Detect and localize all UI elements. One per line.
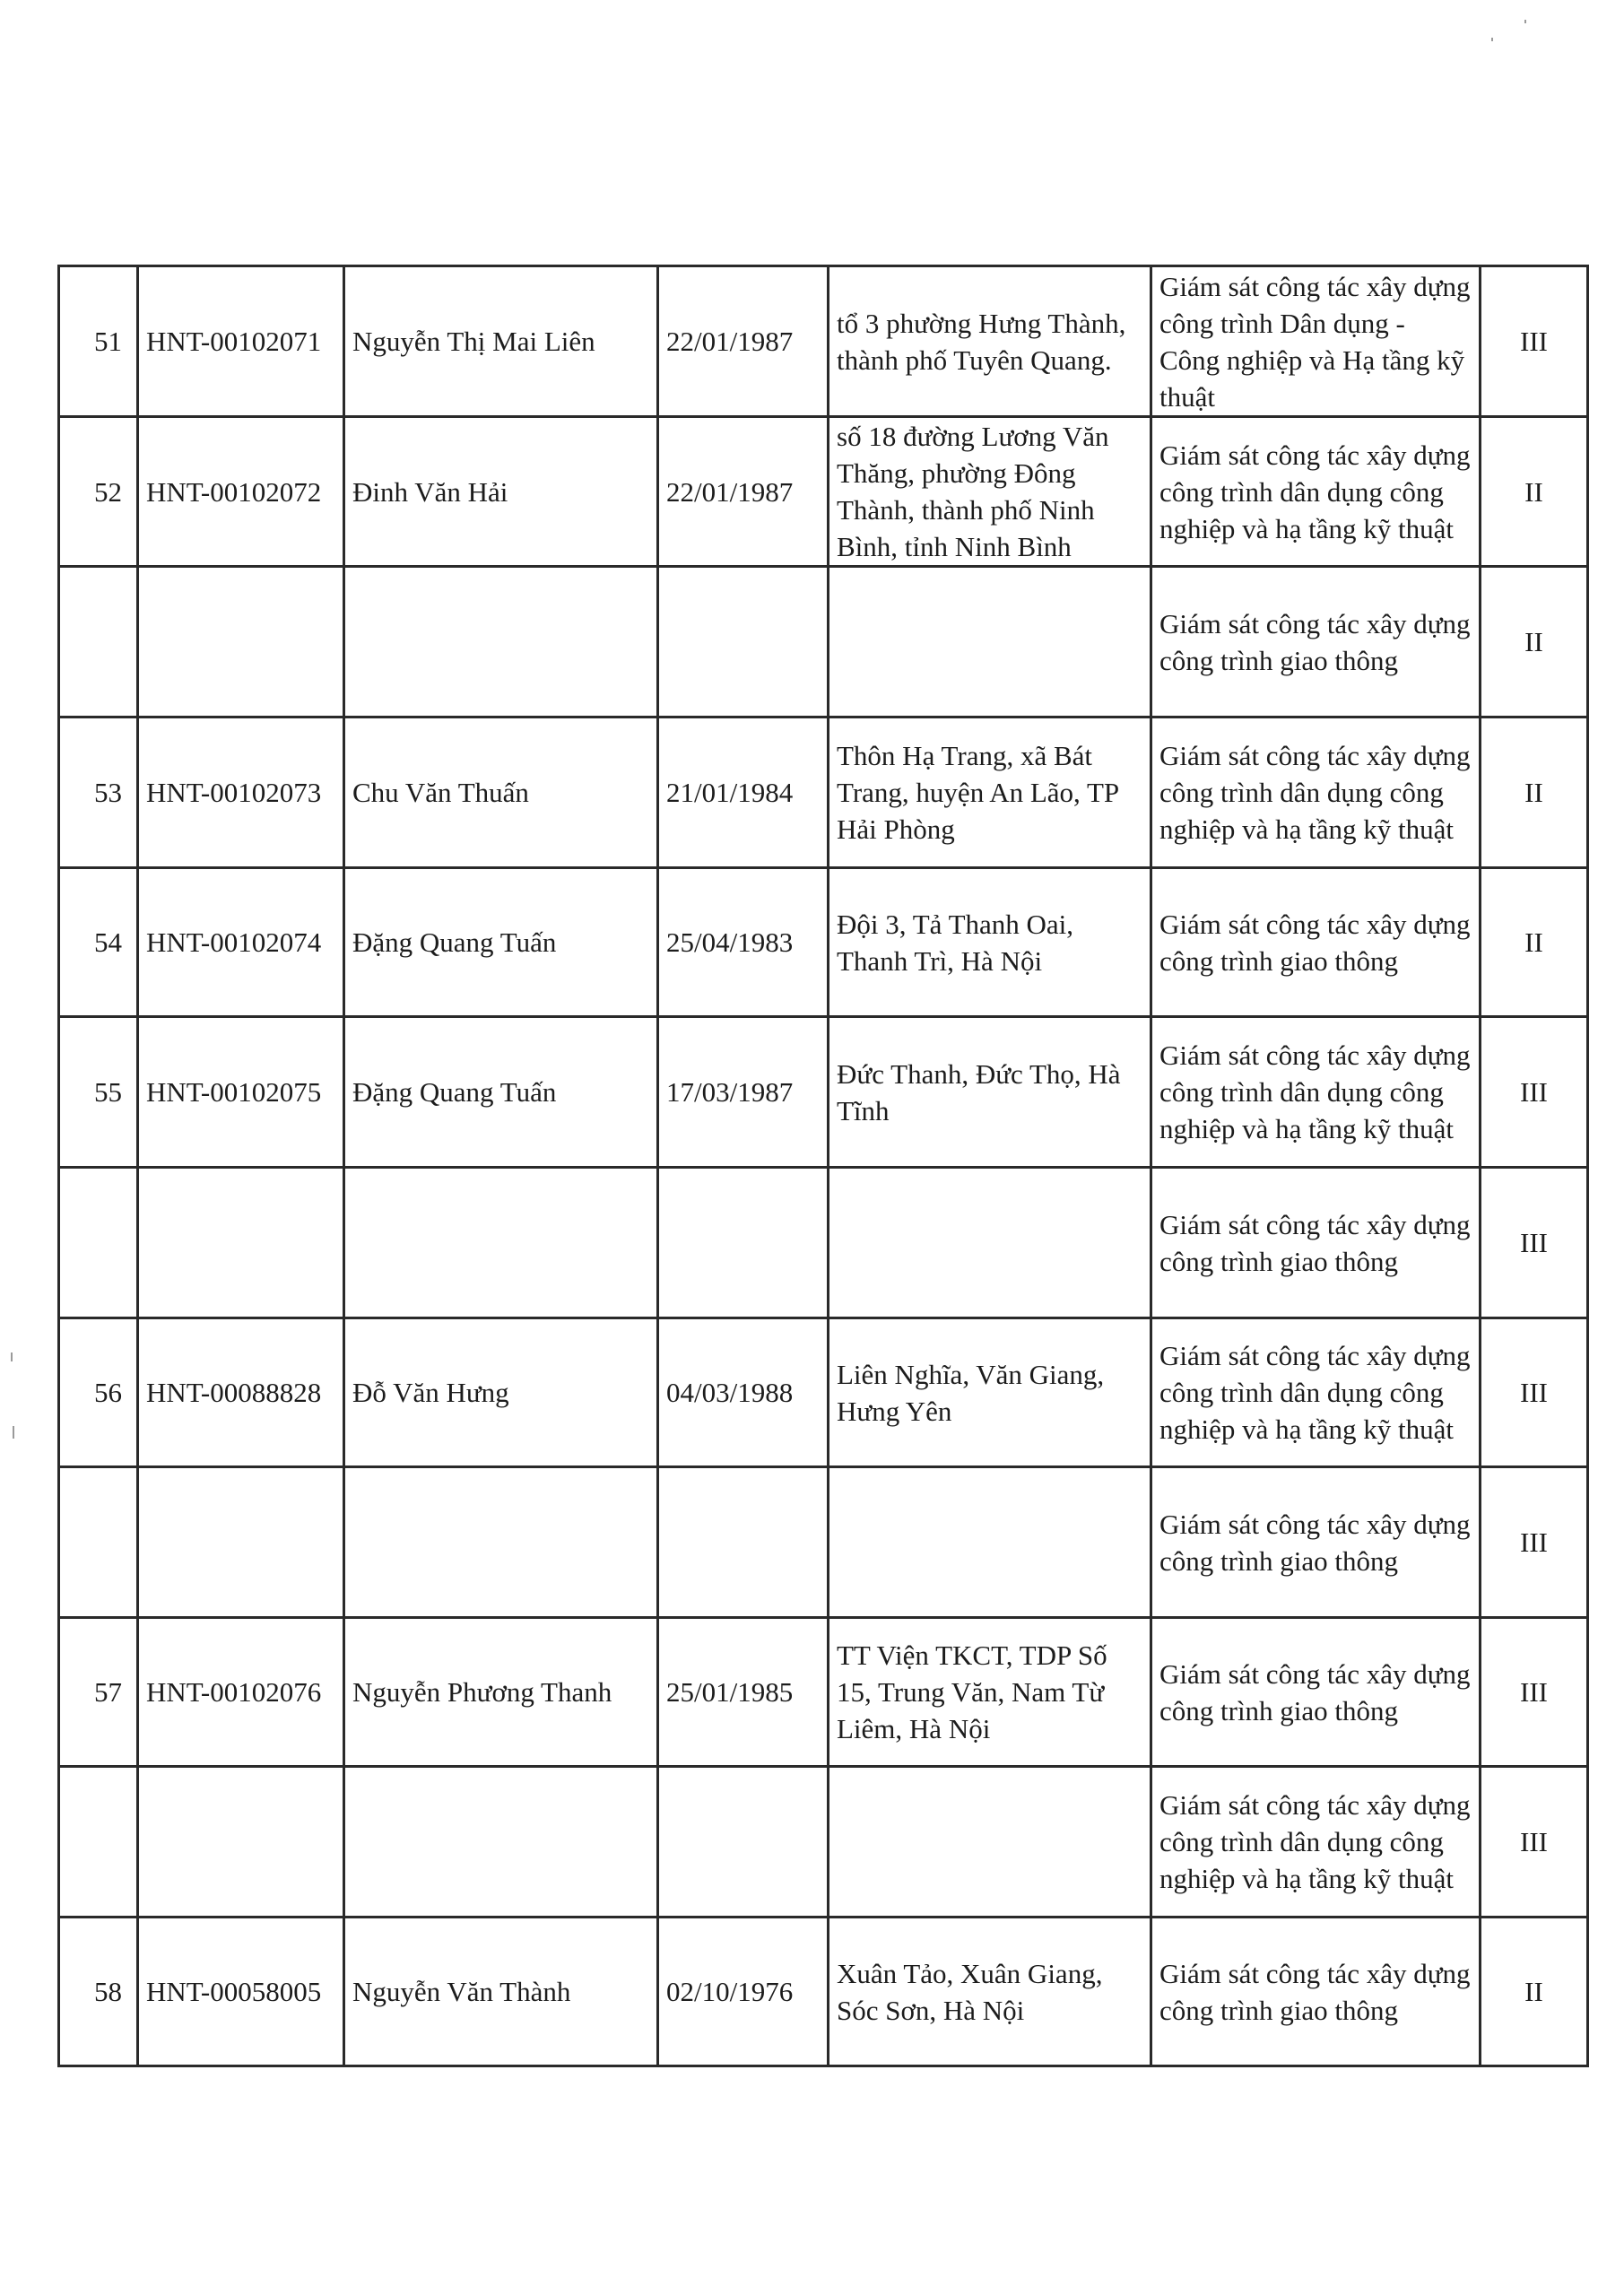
cell-full-name [344, 1318, 658, 1467]
cell-grade-text: II [1524, 777, 1543, 808]
cell-stt-text: 54 [94, 926, 122, 958]
cell-address-text: TT Viện TKCT, TDP Số 15, Trung Văn, Nam Từ Liêm, Hà Nội [837, 1639, 1107, 1744]
cell-date-of-birth [658, 417, 829, 567]
cell-grade-text: III [1520, 1526, 1548, 1558]
cell-certificate-code [138, 1918, 344, 2066]
cell-field [1151, 1467, 1481, 1618]
cell-full-name-text: Nguyễn Phương Thanh [352, 1676, 612, 1708]
certificate-list-table [57, 265, 1589, 2067]
cell-grade-text: III [1520, 1826, 1548, 1857]
cell-stt [59, 417, 138, 567]
cell-address [829, 718, 1151, 868]
cell-certificate-code-text: HNT-00088828 [146, 1377, 322, 1408]
table-row [59, 868, 1588, 1017]
table-row [59, 266, 1588, 417]
cell-certificate-code [138, 1017, 344, 1168]
cell-certificate-code [138, 1318, 344, 1467]
cell-stt-text: 51 [94, 326, 122, 357]
cell-stt [59, 567, 138, 718]
cell-date-of-birth-text: 02/10/1976 [666, 1976, 794, 2007]
cell-certificate-code [138, 718, 344, 868]
cell-field-text: Giám sát công tác xây dựng công trình Dân dụng - Công nghiệp và Hạ tầng kỹ thuật [1159, 270, 1471, 413]
cell-stt [59, 1017, 138, 1168]
cell-full-name [344, 1918, 658, 2066]
cell-grade-text: III [1520, 1676, 1548, 1708]
cell-field [1151, 1618, 1481, 1767]
cell-date-of-birth [658, 567, 829, 718]
cell-address [829, 1467, 1151, 1618]
cell-stt-text: 57 [94, 1676, 122, 1708]
cell-grade [1481, 718, 1588, 868]
cell-date-of-birth [658, 868, 829, 1017]
cell-field-text: Giám sát công tác xây dựng công trình giao thông [1159, 1657, 1471, 1726]
cell-grade-text: III [1520, 1377, 1548, 1408]
cell-full-name [344, 266, 658, 417]
cell-certificate-code-text: HNT-00102075 [146, 1076, 322, 1108]
cell-grade-text: III [1520, 1076, 1548, 1108]
cell-field [1151, 1168, 1481, 1318]
cell-date-of-birth [658, 1918, 829, 2066]
cell-stt [59, 266, 138, 417]
cell-date-of-birth [658, 718, 829, 868]
cell-full-name [344, 1618, 658, 1767]
cell-certificate-code [138, 1467, 344, 1618]
cell-grade-text: III [1520, 326, 1548, 357]
scan-speck [11, 1352, 13, 1361]
cell-date-of-birth-text: 25/01/1985 [666, 1676, 794, 1708]
cell-full-name [344, 567, 658, 718]
cell-address [829, 868, 1151, 1017]
cell-certificate-code [138, 1618, 344, 1767]
cell-address [829, 1017, 1151, 1168]
cell-field [1151, 1918, 1481, 2066]
table-row [59, 567, 1588, 718]
cell-grade [1481, 417, 1588, 567]
cell-address [829, 1918, 1151, 2066]
cell-address-text: Đội 3, Tả Thanh Oai, Thanh Trì, Hà Nội [837, 908, 1074, 977]
cell-field [1151, 567, 1481, 718]
cell-date-of-birth-text: 22/01/1987 [666, 326, 794, 357]
cell-address-text: Đức Thanh, Đức Thọ, Hà Tĩnh [837, 1057, 1121, 1126]
table-row [59, 718, 1588, 868]
cell-address-text: tổ 3 phường Hưng Thành, thành phố Tuyên Quang. [837, 307, 1126, 376]
cell-stt-text: 53 [94, 777, 122, 808]
cell-field [1151, 718, 1481, 868]
cell-grade [1481, 1168, 1588, 1318]
cell-field-text: Giám sát công tác xây dựng công trình dân dụng công nghiệp và hạ tầng kỹ thuật [1159, 740, 1471, 845]
cell-field [1151, 417, 1481, 567]
cell-grade [1481, 1318, 1588, 1467]
cell-address [829, 1318, 1151, 1467]
cell-stt [59, 1618, 138, 1767]
cell-address [829, 417, 1151, 567]
cell-full-name-text: Chu Văn Thuấn [352, 777, 529, 808]
cell-full-name-text: Đặng Quang Tuấn [352, 1076, 557, 1108]
cell-grade [1481, 1767, 1588, 1918]
cell-address [829, 567, 1151, 718]
table-row [59, 1467, 1588, 1618]
cell-stt-text: 56 [94, 1377, 122, 1408]
cell-stt-text: 55 [94, 1076, 122, 1108]
cell-field-text: Giám sát công tác xây dựng công trình giao thông [1159, 1957, 1471, 2026]
cell-full-name [344, 718, 658, 868]
cell-stt [59, 1918, 138, 2066]
cell-grade-text: II [1524, 1976, 1543, 2007]
cell-date-of-birth [658, 266, 829, 417]
table-row [59, 1918, 1588, 2066]
cell-date-of-birth [658, 1618, 829, 1767]
cell-grade [1481, 1467, 1588, 1618]
cell-field-text: Giám sát công tác xây dựng công trình giao thông [1159, 908, 1471, 977]
cell-date-of-birth-text: 04/03/1988 [666, 1377, 794, 1408]
cell-grade-text: III [1520, 1227, 1548, 1258]
cell-grade [1481, 1918, 1588, 2066]
cell-date-of-birth-text: 21/01/1984 [666, 777, 794, 808]
scan-speck [13, 1426, 14, 1439]
cell-grade [1481, 567, 1588, 718]
cell-field-text: Giám sát công tác xây dựng công trình giao thông [1159, 607, 1471, 676]
cell-grade [1481, 868, 1588, 1017]
cell-certificate-code-text: HNT-00058005 [146, 1976, 322, 2007]
cell-field-text: Giám sát công tác xây dựng công trình dân dụng công nghiệp và hạ tầng kỹ thuật [1159, 439, 1471, 544]
cell-stt-text: 58 [94, 1976, 122, 2007]
cell-stt [59, 1168, 138, 1318]
cell-full-name-text: Nguyễn Thị Mai Liên [352, 326, 595, 357]
cell-grade [1481, 266, 1588, 417]
cell-date-of-birth-text: 25/04/1983 [666, 926, 794, 958]
table-row [59, 1168, 1588, 1318]
cell-grade-text: II [1524, 475, 1543, 508]
cell-address-text: Thôn Hạ Trang, xã Bát Trang, huyện An Lão, TP Hải Phòng [837, 740, 1119, 845]
cell-certificate-code [138, 1767, 344, 1918]
cell-field-text: Giám sát công tác xây dựng công trình giao thông [1159, 1508, 1471, 1577]
table-row [59, 1767, 1588, 1918]
scan-speck [1524, 20, 1526, 23]
table-row [59, 417, 1588, 567]
cell-address [829, 266, 1151, 417]
cell-stt [59, 1467, 138, 1618]
table-row [59, 1618, 1588, 1767]
cell-field [1151, 1318, 1481, 1467]
cell-full-name [344, 1017, 658, 1168]
cell-address [829, 1767, 1151, 1918]
cell-field [1151, 266, 1481, 417]
cell-date-of-birth-text: 22/01/1987 [666, 475, 794, 508]
cell-address [829, 1618, 1151, 1767]
cell-full-name [344, 1467, 658, 1618]
cell-date-of-birth [658, 1017, 829, 1168]
cell-address-text: Xuân Tảo, Xuân Giang, Sóc Sơn, Hà Nội [837, 1957, 1103, 2026]
cell-certificate-code [138, 567, 344, 718]
cell-full-name [344, 1767, 658, 1918]
cell-date-of-birth-text: 17/03/1987 [666, 1076, 794, 1108]
table-row [59, 1318, 1588, 1467]
cell-full-name-text: Đỗ Văn Hưng [352, 1377, 509, 1408]
cell-date-of-birth [658, 1168, 829, 1318]
cell-certificate-code [138, 266, 344, 417]
cell-grade [1481, 1017, 1588, 1168]
cell-field-text: Giám sát công tác xây dựng công trình dân dụng công nghiệp và hạ tầng kỹ thuật [1159, 1789, 1471, 1894]
cell-address-text: số 18 đường Lương Văn Thăng, phường Đông Thành, thành phố Ninh Bình, tỉnh Ninh Bình [837, 421, 1109, 562]
cell-date-of-birth [658, 1467, 829, 1618]
cell-stt [59, 1767, 138, 1918]
cell-field-text: Giám sát công tác xây dựng công trình dân dụng công nghiệp và hạ tầng kỹ thuật [1159, 1340, 1471, 1445]
cell-date-of-birth [658, 1767, 829, 1918]
cell-certificate-code-text: HNT-00102076 [146, 1676, 322, 1708]
cell-certificate-code-text: HNT-00102072 [146, 475, 322, 508]
cell-stt-text: 52 [94, 475, 122, 508]
cell-certificate-code-text: HNT-00102074 [146, 926, 322, 958]
cell-address [829, 1168, 1151, 1318]
cell-stt [59, 1318, 138, 1467]
cell-field-text: Giám sát công tác xây dựng công trình giao thông [1159, 1208, 1471, 1277]
cell-field [1151, 1767, 1481, 1918]
table-row [59, 1017, 1588, 1168]
cell-stt [59, 718, 138, 868]
cell-field-text: Giám sát công tác xây dựng công trình dân dụng công nghiệp và hạ tầng kỹ thuật [1159, 1039, 1471, 1144]
cell-date-of-birth [658, 1318, 829, 1467]
cell-full-name [344, 417, 658, 567]
table-body [59, 266, 1588, 2066]
cell-certificate-code [138, 1168, 344, 1318]
cell-grade [1481, 1618, 1588, 1767]
scan-speck [1491, 38, 1493, 41]
cell-full-name [344, 868, 658, 1017]
cell-grade-text: II [1524, 926, 1543, 958]
cell-address-text: Liên Nghĩa, Văn Giang, Hưng Yên [837, 1358, 1105, 1427]
cell-full-name-text: Nguyễn Văn Thành [352, 1976, 571, 2007]
cell-certificate-code-text: HNT-00102073 [146, 777, 322, 808]
cell-field [1151, 868, 1481, 1017]
cell-certificate-code-text: HNT-00102071 [146, 326, 322, 357]
cell-full-name-text: Đinh Văn Hải [352, 475, 508, 508]
cell-certificate-code [138, 417, 344, 567]
cell-full-name [344, 1168, 658, 1318]
cell-full-name-text: Đặng Quang Tuấn [352, 926, 557, 958]
cell-certificate-code [138, 868, 344, 1017]
cell-stt [59, 868, 138, 1017]
cell-grade-text: II [1524, 626, 1543, 657]
cell-field [1151, 1017, 1481, 1168]
